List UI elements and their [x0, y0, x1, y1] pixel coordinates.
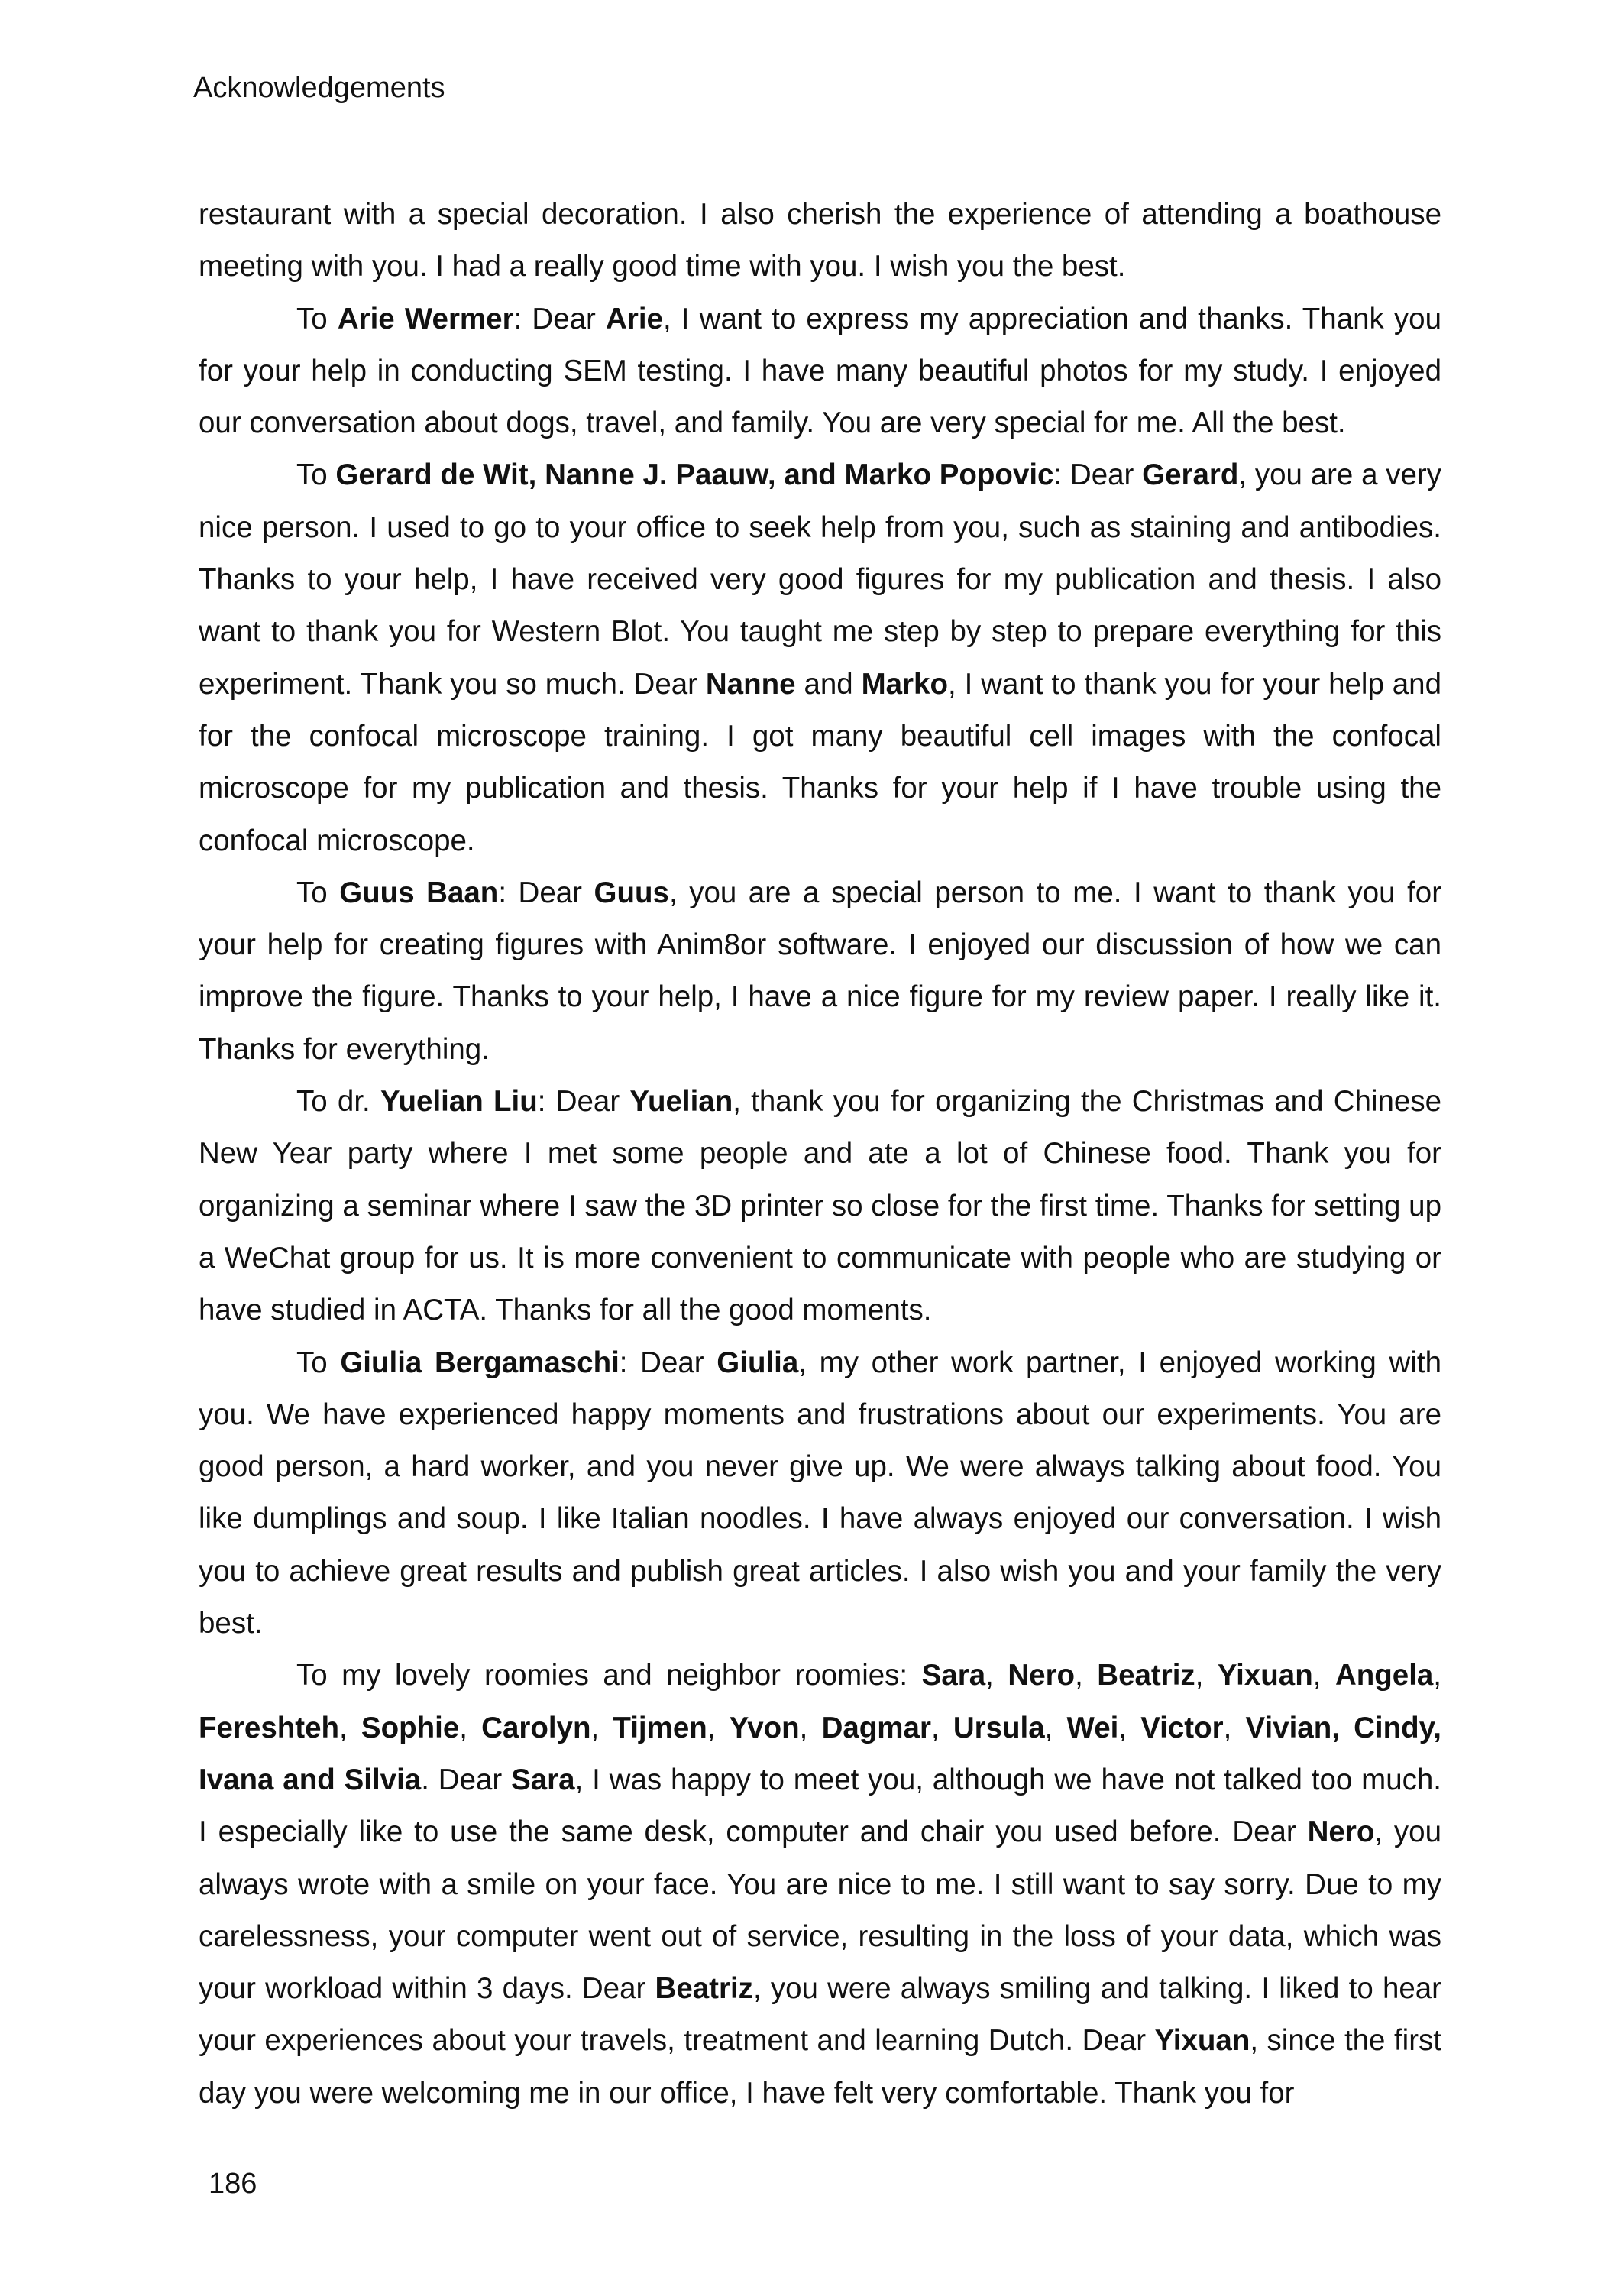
text-run: To — [296, 302, 338, 335]
body-text — [199, 189, 1441, 2120]
bold-name: Yvon — [729, 1711, 800, 1744]
bold-name: Sara — [511, 1763, 575, 1796]
bold-name: Beatriz — [655, 1972, 753, 2006]
text-run: : Dear — [619, 1346, 717, 1379]
paragraph — [199, 1650, 1441, 2120]
text-run: , — [799, 1711, 822, 1744]
bold-name: Beatriz — [1097, 1659, 1195, 1692]
bold-name: Ursula — [953, 1711, 1045, 1744]
text-run: , my other work partner, I enjoyed working with you. We have experienced happy moments and frustrations about our experiments. You are good person, a hard worker, and you never give up. We were always talking about food. You like dumplings and soup. I like Italian noodles. I have always enjoyed our conversation. I wish you to achieve great results and publish great articles. I also wish you and your family the very best. — [199, 1346, 1441, 1640]
text-run: , — [1118, 1711, 1141, 1744]
bold-name: Tijmen — [613, 1711, 707, 1744]
bold-name: Fereshteh — [199, 1711, 340, 1744]
bold-name: Angela — [1334, 1659, 1434, 1692]
bold-name: Yuelian — [629, 1085, 733, 1119]
text-run: , — [590, 1711, 613, 1744]
text-run: , — [985, 1659, 1008, 1692]
bold-name: Wei — [1066, 1711, 1119, 1744]
text-run: , — [930, 1711, 953, 1744]
text-run: . Dear — [421, 1763, 512, 1796]
text-run: and — [795, 667, 862, 701]
paragraph — [199, 1337, 1441, 1650]
text-run: , — [459, 1711, 482, 1744]
bold-name: Sara — [921, 1659, 986, 1692]
paragraph — [199, 1076, 1441, 1336]
text-run: , — [1312, 1659, 1335, 1692]
text-run: , I want to express my appreciation and thanks. Thank you for your help in conducting SEM testing. I have many beautiful photos for my study. I enjoyed our conversation about dogs, travel, and family. You are very special for me. All the best. — [199, 302, 1442, 440]
bold-name: Guus — [594, 876, 669, 909]
text-run: , — [1223, 1711, 1246, 1744]
paragraph — [199, 189, 1441, 293]
paragraph — [199, 867, 1441, 1076]
bold-name: Giulia Bergamaschi — [340, 1346, 620, 1379]
bold-name: Marko — [861, 667, 948, 701]
text-run: : Dear — [1053, 458, 1143, 492]
bold-name: Vivian, Cindy, Ivana and Silvia — [199, 1711, 1441, 1796]
bold-name: Giulia — [717, 1346, 799, 1379]
text-run: , — [339, 1711, 361, 1744]
page-number: 186 — [209, 2168, 257, 2200]
text-run: , thank you for organizing the Christmas and Chinese New Year party where I met some people and ate a lot of Chinese food. Thank you for organizing a seminar where I saw the 3D printer so close for the first time. Thanks for setting up a WeChat group for us. It is more convenient to communicate with people who are studying or have studied in ACTA. Thanks for all the good moments. — [199, 1085, 1441, 1327]
text-run: To dr. — [296, 1085, 380, 1119]
bold-name: Yuelian Liu — [380, 1085, 538, 1119]
text-run: , you are a very nice person. I used to go to your office to seek help from you, such as staining and antibodies. Thanks to your help, I have received very good figures for my publication and thesis. I also want to thank you for Western Blot. You taught me step by step to prepare everything for this experiment. Thank you so much. Dear — [199, 458, 1441, 701]
text-run: : Dear — [513, 302, 607, 335]
paragraph — [199, 293, 1441, 450]
text-run: , since the first day you were welcoming me in our office, I have felt very comfortable. Thank you for — [199, 2024, 1441, 2110]
text-run: , I want to thank you for your help and for the confocal microscope training. I got many beautiful cell images with the confocal microscope for my publication and thesis. Thanks for your help if I have trouble using the confocal microscope. — [199, 667, 1441, 857]
bold-name: Carolyn — [481, 1711, 591, 1744]
bold-name: Yixuan — [1217, 1659, 1313, 1692]
text-run: , — [707, 1711, 730, 1744]
running-header: Acknowledgements — [193, 72, 445, 104]
text-run: restaurant with a special decoration. I also cherish the experience of attending a boathouse meeting with you. I had a really good time with you. I wish you the best. — [199, 198, 1441, 283]
text-run: To — [296, 876, 340, 909]
text-run: : Dear — [537, 1085, 630, 1119]
text-run: To — [296, 458, 336, 492]
text-run: : Dear — [498, 876, 594, 909]
bold-name: Guus Baan — [339, 876, 499, 909]
text-run: To my lovely roomies and neighbor roomies: — [296, 1659, 922, 1692]
text-run: , — [1195, 1659, 1218, 1692]
text-run: , I was happy to meet you, although we have not talked too much. I especially like to use the same desk, computer and chair you used before. Dear — [199, 1763, 1441, 1849]
text-run: To — [296, 1346, 341, 1379]
bold-name: Gerard de Wit, Nanne J. Paauw, and Marko Popovic — [335, 458, 1054, 492]
text-run: , — [1044, 1711, 1067, 1744]
text-run: , you were always smiling and talking. I liked to hear your experiences about your travels, treatment and learning Dutch. Dear — [199, 1972, 1441, 2058]
text-run: , — [1433, 1659, 1441, 1692]
text-run: , you always wrote with a smile on your face. You are nice to me. I still want to say sorry. Due to my carelessness, your computer went out of service, resulting in the loss of your data, which was your workload within 3 days. Dear — [199, 1815, 1441, 2006]
paragraph — [199, 449, 1441, 866]
bold-name: Dagmar — [821, 1711, 931, 1744]
bold-name: Arie — [606, 302, 663, 335]
bold-name: Arie Wermer — [337, 302, 514, 335]
bold-name: Nero — [1008, 1659, 1076, 1692]
bold-name: Nero — [1307, 1815, 1375, 1849]
bold-name: Yixuan — [1154, 2024, 1250, 2058]
bold-name: Sophie — [361, 1711, 460, 1744]
text-run: , you are a special person to me. I want to thank you for your help for creating figures with Anim8or software. I enjoyed our discussion of how we can improve the figure. Thanks to your help, I have a nice figure for my review paper. I really like it. Thanks for everything. — [199, 876, 1442, 1066]
bold-name: Nanne — [705, 667, 796, 701]
bold-name: Gerard — [1142, 458, 1239, 492]
text-run: , — [1075, 1659, 1098, 1692]
bold-name: Victor — [1140, 1711, 1224, 1744]
